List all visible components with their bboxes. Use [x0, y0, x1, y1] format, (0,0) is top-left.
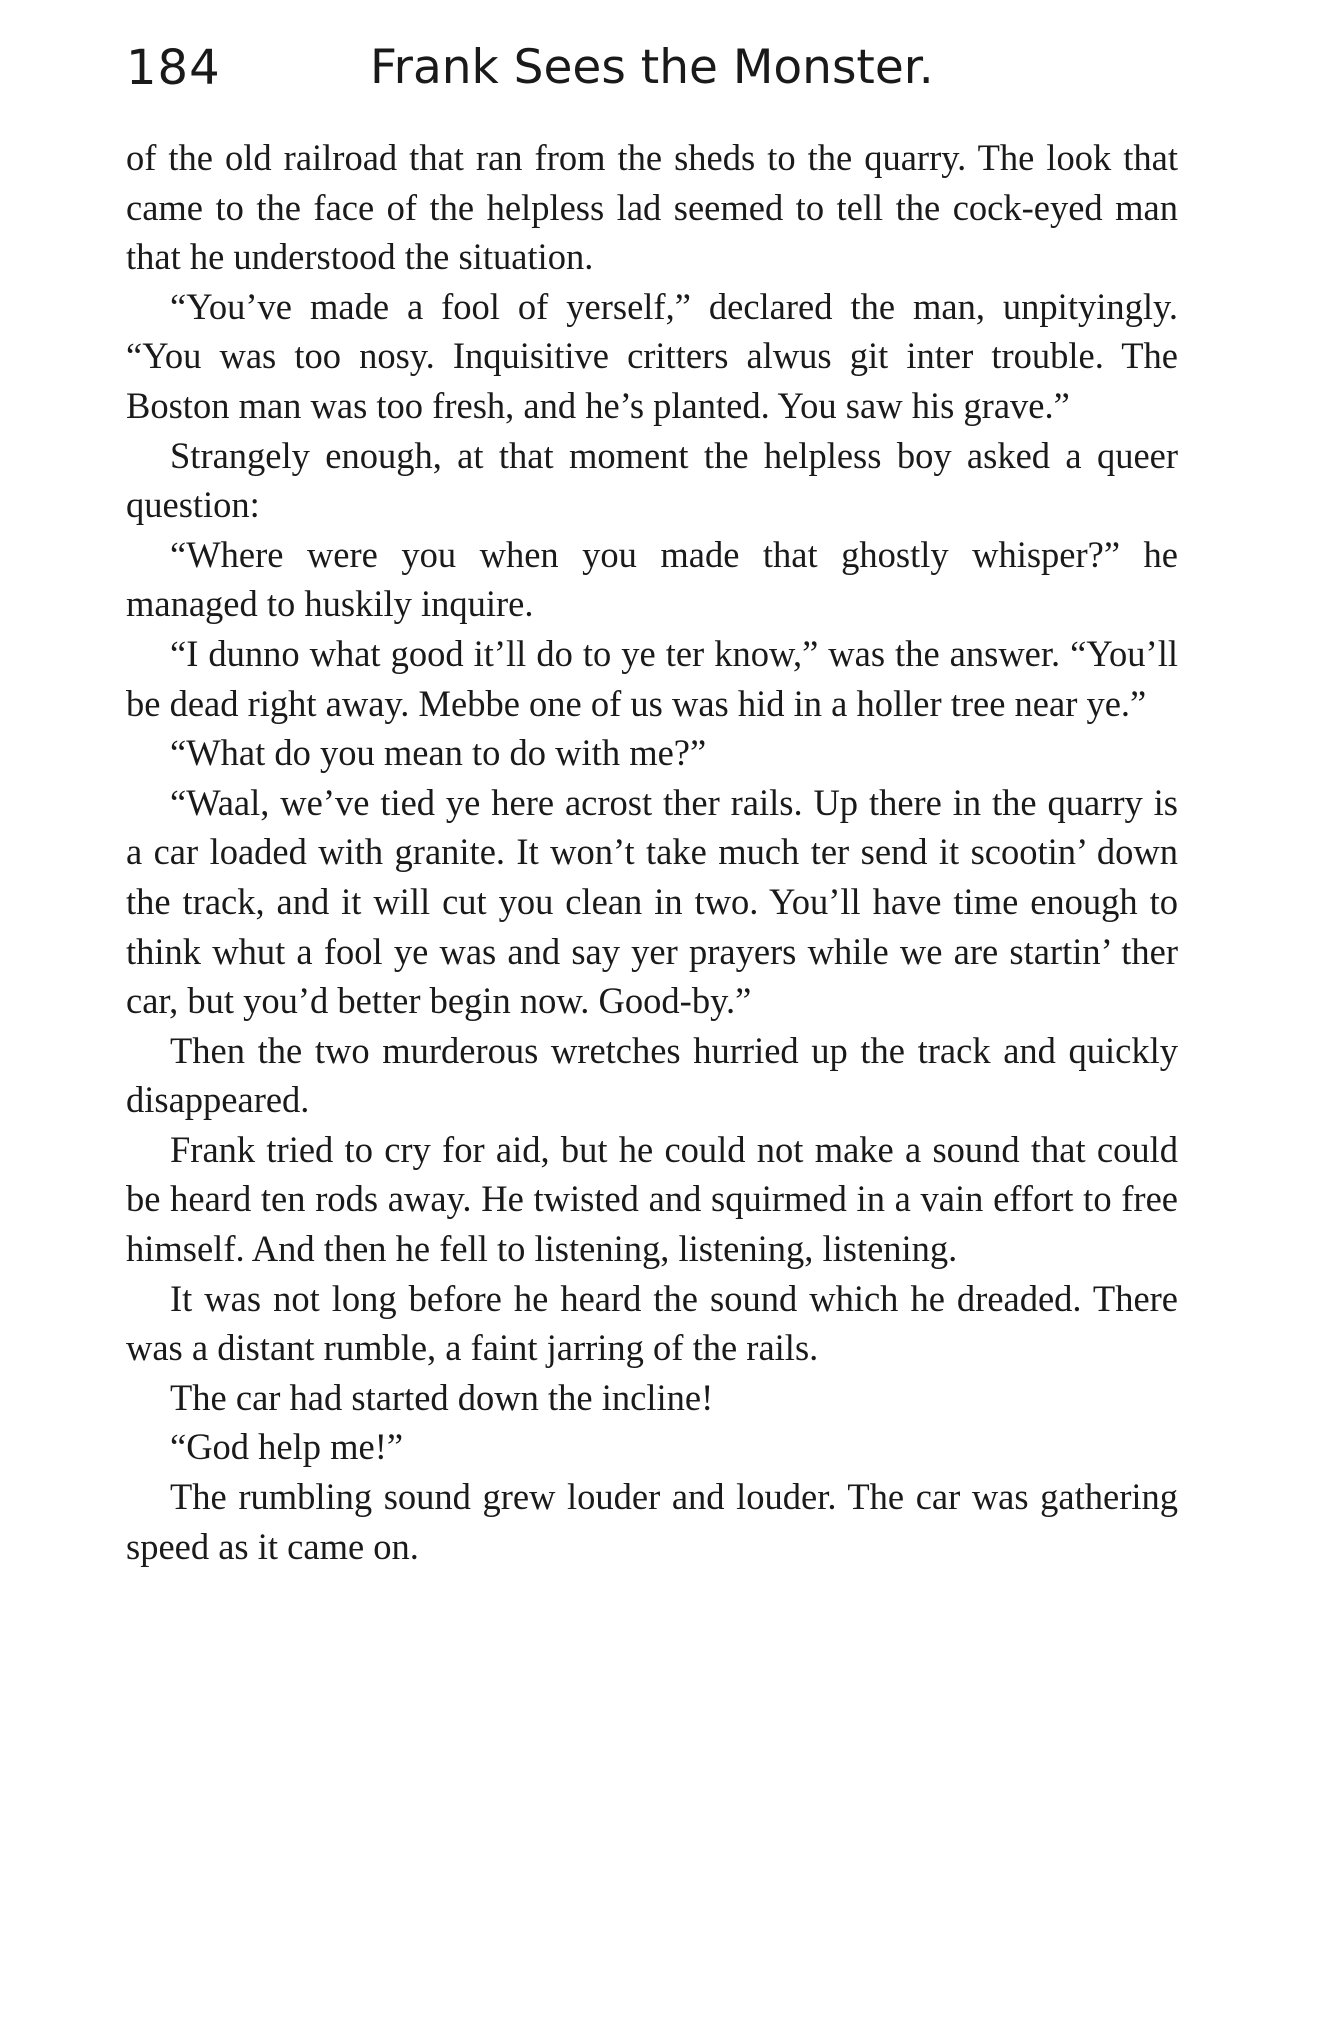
paragraph: Strangely enough, at that moment the helpless boy asked a queer question:	[126, 434, 1178, 526]
paragraph: “Where were you when you made that ghostly whisper?” he managed to huskily inquire.	[126, 533, 1178, 625]
paragraph: “God help me!”	[170, 1426, 404, 1468]
paragraph: Then the two murderous wretches hurried up the track and quickly disappeared.	[126, 1029, 1178, 1121]
body-text	[126, 133, 1178, 1571]
paragraph: “What do you mean to do with me?”	[170, 732, 707, 774]
paragraph: “I dunno what good it’ll do to ye ter know,” was the answer. “You’ll be dead right away. Mebbe one of us was hid in a holler tree near ye.”	[126, 632, 1178, 724]
paragraph: The car had started down the incline!	[170, 1376, 714, 1418]
page-header	[126, 40, 1186, 110]
running-title: Frank Sees the Monster.	[370, 40, 934, 95]
paragraph: of the old railroad that ran from the sheds to the quarry. The look that came to the face of the helpless lad seemed to tell the cock-eyed man that he understood the situation.	[126, 137, 1178, 278]
paragraph: It was not long before he heard the sound which he dreaded. There was a distant rumble, a faint jarring of the rails.	[126, 1277, 1178, 1369]
paragraph: “You’ve made a fool of yerself,” declared the man, unpityingly. “You was too nosy. Inquisitive critters alwus git inter trouble. The Boston man was too fresh, and he’s planted. You saw his grave.”	[126, 285, 1178, 426]
paragraph: “Waal, we’ve tied ye here acrost ther rails. Up there in the quarry is a car loaded with granite. It won’t take much ter send it scootin’ down the track, and it will cut you clean in two. You’ll have time enough to think whut a fool ye was and say yer prayers while we are startin’ ther car, but you’d better begin now. Good-by.”	[126, 781, 1178, 1022]
paragraph: Frank tried to cry for aid, but he could not make a sound that could be heard ten rods away. He twisted and squirmed in a vain effort to free himself. And then he fell to listening, listening, listening.	[126, 1128, 1178, 1270]
page-number: 184	[126, 40, 221, 96]
paragraph: The rumbling sound grew louder and louder. The car was gathering speed as it came on.	[126, 1476, 1178, 1567]
